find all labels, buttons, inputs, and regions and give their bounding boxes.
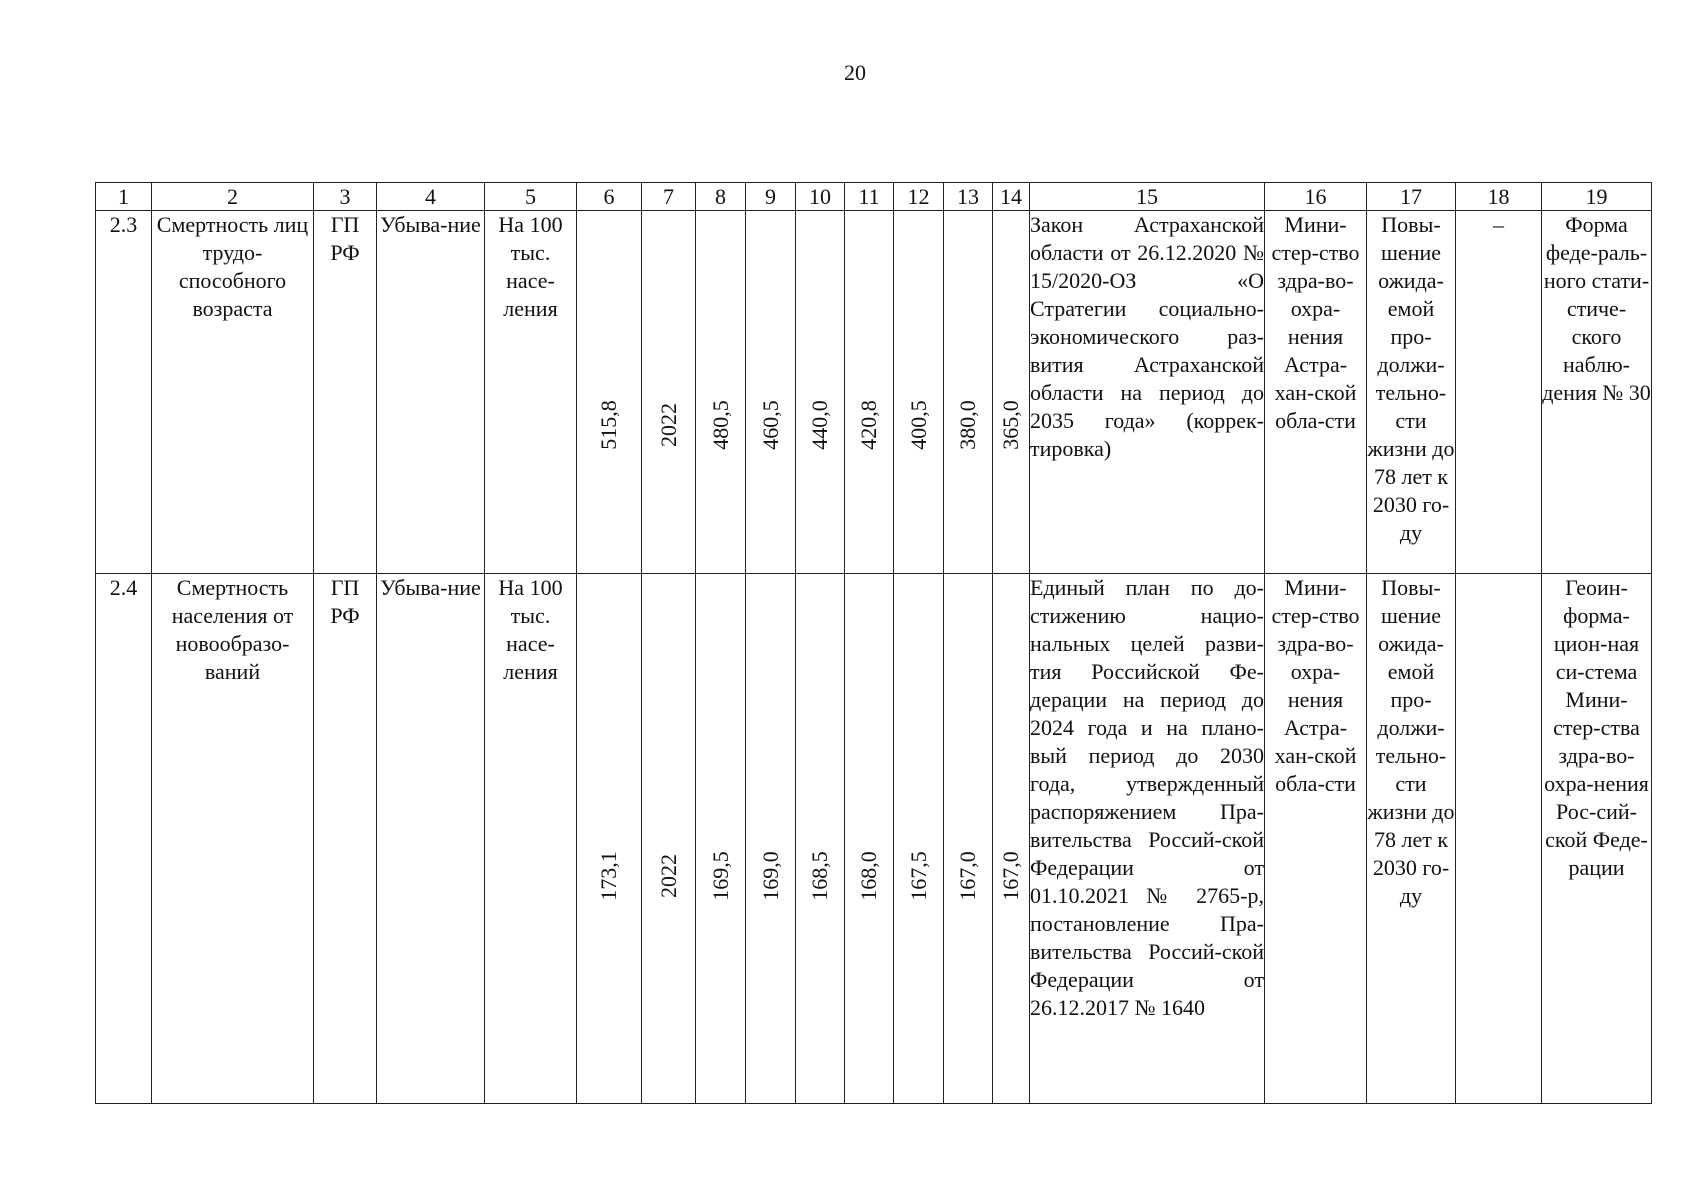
column-18-value: – bbox=[1456, 211, 1542, 574]
col-num-10: 10 bbox=[796, 183, 845, 211]
col-num-17: 17 bbox=[1367, 183, 1456, 211]
page-number: 20 bbox=[844, 60, 866, 85]
trend: Убыва-ние bbox=[377, 211, 485, 574]
unit: На 100 тыс. насе-ления bbox=[485, 574, 577, 1104]
goal-link: Повы-шение ожида-емой про-должи-тельно-сти жизни до 78 лет к 2030 го-ду bbox=[1367, 574, 1456, 1104]
col-num-8: 8 bbox=[696, 183, 746, 211]
value-col11: 168,0 bbox=[856, 851, 881, 901]
col-num-14: 14 bbox=[993, 183, 1030, 211]
value-col8: 169,5 bbox=[707, 851, 733, 901]
value-2029-cell bbox=[944, 574, 993, 1104]
base-value-cell bbox=[577, 211, 642, 574]
col-num-19: 19 bbox=[1542, 183, 1652, 211]
base-year-cell bbox=[642, 574, 696, 1104]
trend: Убыва-ние bbox=[377, 574, 485, 1104]
value-2028-cell bbox=[894, 211, 944, 574]
base-year-cell bbox=[642, 211, 696, 574]
indicators-table bbox=[95, 182, 1652, 1104]
indicator-name: Смертность населения от новообразо-ваний bbox=[152, 574, 314, 1104]
col-num-6: 6 bbox=[577, 183, 642, 211]
indicator-level: ГП РФ bbox=[314, 211, 377, 574]
row-number: 2.3 bbox=[96, 211, 152, 574]
col-num-13: 13 bbox=[944, 183, 993, 211]
responsible-body: Мини-стер-ство здра-во-охра-нения Астра-хан-ской обла-сти bbox=[1265, 574, 1367, 1104]
col-num-16: 16 bbox=[1265, 183, 1367, 211]
base-value: 515,8 bbox=[596, 400, 621, 450]
data-source: Форма феде-раль-ного стати-стиче-ского наблю-дения № 30 bbox=[1542, 211, 1652, 574]
value-2027-cell bbox=[845, 211, 894, 574]
value-col10: 440,0 bbox=[807, 400, 832, 450]
col-num-4: 4 bbox=[377, 183, 485, 211]
legal-document: Закон Астраханской области от 26.12.2020 № 15/2020-ОЗ «О Стратегии социально-экономического раз-вития Астраханской области на период до 2035 года» (коррек-тировка) bbox=[1030, 211, 1265, 574]
value-2030-cell bbox=[993, 211, 1030, 574]
col-num-1: 1 bbox=[96, 183, 152, 211]
col-num-3: 3 bbox=[314, 183, 377, 211]
value-2025-cell bbox=[746, 211, 796, 574]
indicator-level: ГП РФ bbox=[314, 574, 377, 1104]
col-num-7: 7 bbox=[642, 183, 696, 211]
column-number-row bbox=[96, 183, 1652, 211]
row-number: 2.4 bbox=[96, 574, 152, 1104]
value-col11: 420,8 bbox=[856, 400, 881, 450]
value-2024-cell bbox=[696, 211, 746, 574]
col-num-12: 12 bbox=[894, 183, 944, 211]
value-2024-cell bbox=[696, 574, 746, 1104]
column-18-value bbox=[1456, 574, 1542, 1104]
value-col9: 169,0 bbox=[757, 851, 783, 901]
unit: На 100 тыс. насе-ления bbox=[485, 211, 577, 574]
value-2027-cell bbox=[845, 574, 894, 1104]
value-col14: 167,0 bbox=[998, 851, 1023, 901]
value-2030-cell bbox=[993, 574, 1030, 1104]
value-col12: 400,5 bbox=[905, 400, 931, 450]
value-2028-cell bbox=[894, 574, 944, 1104]
col-num-18: 18 bbox=[1456, 183, 1542, 211]
data-source: Геоин-форма-цион-ная си-стема Мини-стер-ства здра-во-охра-нения Рос-сий-ской Феде-рации bbox=[1542, 574, 1652, 1104]
col-num-5: 5 bbox=[485, 183, 577, 211]
base-year: 2022 bbox=[655, 403, 681, 447]
value-col9: 460,5 bbox=[757, 400, 783, 450]
goal-link: Повы-шение ожида-емой про-должи-тельно-сти жизни до 78 лет к 2030 го-ду bbox=[1367, 211, 1456, 574]
value-2026-cell bbox=[796, 211, 845, 574]
value-2026-cell bbox=[796, 574, 845, 1104]
responsible-body: Мини-стер-ство здра-во-охра-нения Астра-хан-ской обла-сти bbox=[1265, 211, 1367, 574]
value-col10: 168,5 bbox=[807, 851, 832, 901]
table-row bbox=[96, 211, 1652, 574]
base-value-cell bbox=[577, 574, 642, 1104]
value-col13: 167,0 bbox=[955, 851, 980, 901]
value-2029-cell bbox=[944, 211, 993, 574]
base-value: 173,1 bbox=[596, 851, 621, 901]
value-2025-cell bbox=[746, 574, 796, 1104]
legal-document: Единый план по до-стижению нацио-нальных целей разви-тия Российской Фе-дерации на период до 2024 года и на плано-вый период до 2030 года, утвержденный распоряжением Пра-вительства Россий-ской Федерации от 01.10.2021 № 2765-р, постановление Пра-вительства Россий-ской Федерации от 26.12.2017 № 1640 bbox=[1030, 574, 1265, 1104]
base-year: 2022 bbox=[655, 854, 681, 898]
table-row bbox=[96, 574, 1652, 1104]
col-num-9: 9 bbox=[746, 183, 796, 211]
col-num-2: 2 bbox=[152, 183, 314, 211]
value-col12: 167,5 bbox=[905, 851, 931, 901]
value-col8: 480,5 bbox=[707, 400, 733, 450]
value-col13: 380,0 bbox=[955, 400, 980, 450]
value-col14: 365,0 bbox=[998, 400, 1023, 450]
indicator-name: Смертность лиц трудо-способного возраста bbox=[152, 211, 314, 574]
col-num-11: 11 bbox=[845, 183, 894, 211]
col-num-15: 15 bbox=[1030, 183, 1265, 211]
